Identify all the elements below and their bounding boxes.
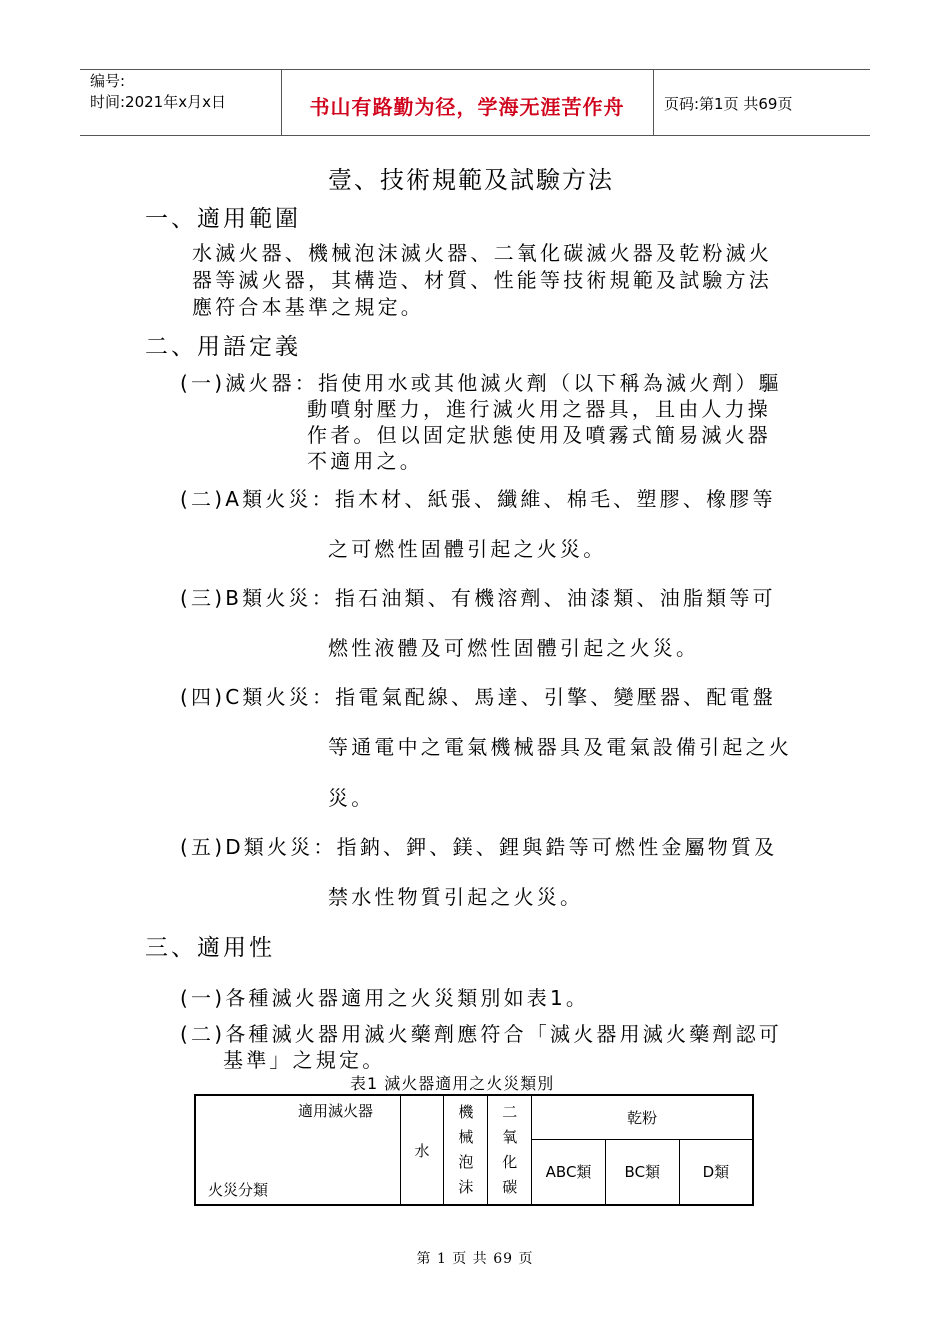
table-caption: 表1 滅火器適用之火災類別 [350,1074,555,1093]
definition-continuation: 災。 [328,786,375,810]
definition-continuation: 不適用之。 [307,449,423,473]
header-top-rule [80,69,870,70]
corner-bottom-label: 火災分類 [208,1181,269,1199]
header-number-label: 编号: [90,72,126,90]
corner-top-label: 適用滅火器 [298,1102,374,1120]
applicability-item-1: (一)各種滅火器適用之火災類別如表1。 [180,986,590,1010]
table-corner-cell [195,1095,400,1205]
definition-continuation: 等通電中之電氣機械器具及電氣設備引起之火 [328,735,792,759]
col-powder: 乾粉 [532,1095,753,1139]
document-title: 壹、技術規範及試驗方法 [328,166,614,194]
section-1-line: 水滅火器、機械泡沫滅火器、二氧化碳滅火器及乾粉滅火 [192,241,772,265]
section-1-line: 器等滅火器，其構造、材質、性能等技術規範及試驗方法 [192,268,772,292]
section-1-heading: 一、適用範圍 [145,206,301,232]
applicability-item-2-cont: 基準」之規定。 [223,1048,386,1072]
header-date-label: 时间:2021年x月x日 [90,93,226,111]
definition-continuation: 動噴射壓力，進行滅火用之器具，且由人力操 [307,397,771,421]
page-footer: 第 1 页 共 69 页 [416,1251,534,1267]
definition-item-2: (二)A類火災：指木材、紙張、纖維、棉毛、塑膠、橡膠等 [180,487,776,511]
applicability-item-2: (二)各種滅火器用滅火藥劑應符合「滅火器用滅火藥劑認可 [180,1022,783,1046]
header-page-info: 页码:第1页 共69页 [664,95,793,113]
header-divider-right [653,69,654,135]
definition-item-1: (一)滅火器：指使用水或其他滅火劑（以下稱為滅火劑）驅 [180,371,783,395]
definition-continuation: 之可燃性固體引起之火災。 [328,537,607,561]
col-powder-abc: ABC類 [532,1139,606,1205]
definition-continuation: 禁水性物質引起之火災。 [328,885,584,909]
section-1-line: 應符合本基準之規定。 [192,295,424,319]
section-3-heading: 三、適用性 [145,935,275,961]
section-2-heading: 二、用語定義 [145,334,301,360]
definition-item-3: (三)B類火災：指石油類、有機溶劑、油漆類、油脂類等可 [180,586,776,610]
header-bottom-rule [80,135,870,136]
fire-class-table [194,1094,754,1206]
col-powder-d: D類 [679,1139,753,1205]
definition-item-5: (五)D類火災：指鈉、鉀、鎂、鋰與鋯等可燃性金屬物質及 [180,835,778,859]
definition-continuation: 作者。但以固定狀態使用及噴霧式簡易滅火器 [307,423,771,447]
definition-continuation: 燃性液體及可燃性固體引起之火災。 [328,636,700,660]
col-water: 水 [400,1095,444,1205]
col-powder-bc: BC類 [605,1139,679,1205]
header-motto: 书山有路勤为径，学海无涯苦作舟 [309,95,625,119]
col-foam: 機 械 泡 沫 [444,1095,488,1205]
definition-item-4: (四)C類火災：指電氣配線、馬達、引擎、變壓器、配電盤 [180,685,776,709]
col-co2: 二 氧 化 碳 [488,1095,532,1205]
